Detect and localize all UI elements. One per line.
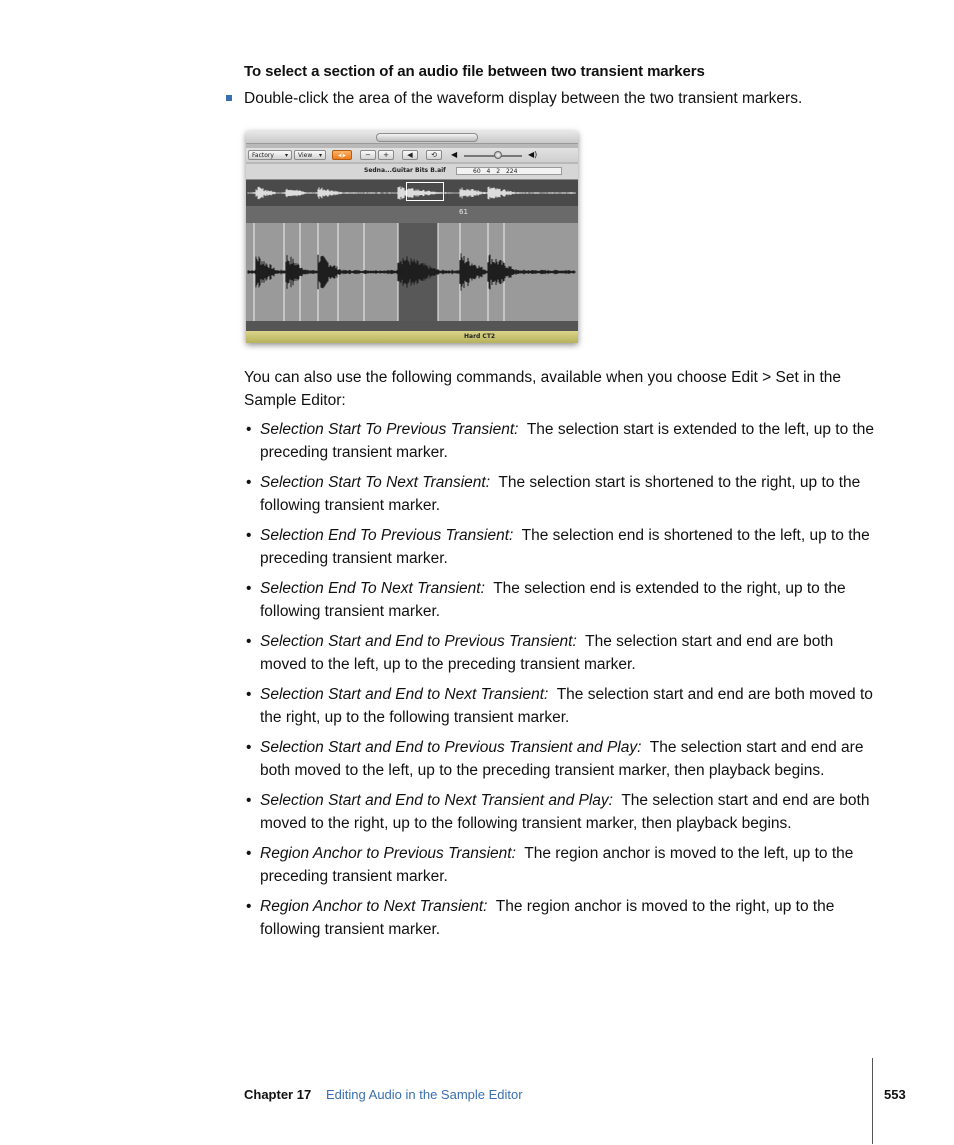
command-description: The selection start and end are both moved to the left, up to the preceding transient marker, then playback begins.: [260, 739, 864, 779]
command-item: [244, 736, 884, 782]
waveform-display[interactable]: [246, 223, 578, 321]
command-description: The selection end is shortened to the left, up to the preceding transient marker.: [260, 527, 870, 567]
factory-menu-button[interactable]: [248, 150, 292, 160]
command-item: [244, 577, 884, 623]
transient-edit-mode-button[interactable]: [332, 150, 352, 160]
minus-icon: −: [365, 151, 371, 159]
bullet-icon: •: [246, 739, 252, 756]
footer-chapter: Chapter 17: [244, 1087, 312, 1102]
view-menu-button[interactable]: [294, 150, 326, 160]
command-term: Selection Start and End to Previous Transient and Play:: [260, 739, 642, 756]
square-bullet-icon: [226, 95, 232, 101]
command-description: The selection start and end are both moved to the right, up to the following transient marker.: [260, 686, 873, 726]
loop-button[interactable]: [426, 150, 442, 160]
footer-chapter-title: Editing Audio in the Sample Editor: [326, 1087, 523, 1102]
command-description: The region anchor is moved to the right, up to the following transient marker.: [260, 898, 835, 938]
command-term: Selection Start and End to Next Transient and Play:: [260, 792, 613, 809]
editor-titlebar: [246, 131, 578, 144]
command-description: The region anchor is moved to the left, up to the preceding transient marker.: [260, 845, 854, 885]
region-divider: [246, 321, 578, 331]
transient-marker-icon: ◂|▸: [337, 152, 347, 159]
view-menu-label: View: [298, 152, 313, 159]
position-readout: 60 4 2 224: [473, 168, 518, 175]
factory-menu-label: Factory: [252, 152, 274, 159]
bullet-icon: •: [246, 421, 252, 438]
section-heading: To select a section of an audio file between two transient markers: [244, 63, 705, 80]
horizontal-scrollbar[interactable]: [376, 133, 478, 142]
sample-editor-screenshot: [246, 131, 578, 343]
intro-paragraph: You can also use the following commands, available when you choose Edit > Set in the Sample Editor:: [244, 369, 841, 409]
overview-visible-area-frame[interactable]: [406, 182, 444, 201]
command-term: Region Anchor to Previous Transient:: [260, 845, 516, 862]
command-description: The selection start is extended to the left, up to the preceding transient marker.: [260, 421, 875, 461]
region-name-label: Hard CT2: [464, 333, 496, 340]
bullet-icon: •: [246, 792, 252, 809]
command-item: [244, 842, 884, 888]
volume-low-icon: ◀: [451, 150, 458, 159]
command-term: Selection Start and End to Next Transient:: [260, 686, 549, 703]
bullet-icon: •: [246, 527, 252, 544]
play-button[interactable]: [402, 150, 418, 160]
command-term: Region Anchor to Next Transient:: [260, 898, 488, 915]
volume-slider-knob[interactable]: [494, 151, 502, 159]
bullet-icon: •: [246, 686, 252, 703]
ruler-bar-number: 61: [459, 208, 468, 216]
volume-high-icon: ◀): [528, 150, 538, 159]
command-item: [244, 683, 884, 729]
command-item: [244, 895, 884, 941]
audio-file-name: Sedna...Guitar Bits B.aif: [364, 167, 446, 174]
instruction-text: Double-click the area of the waveform display between the two transient markers.: [244, 90, 803, 107]
command-description: The selection end is extended to the right, up to the following transient marker.: [260, 580, 846, 620]
command-item: [244, 630, 884, 676]
increase-transients-button[interactable]: [378, 150, 394, 160]
bullet-icon: •: [246, 845, 252, 862]
bullet-icon: •: [246, 633, 252, 650]
footer-divider: [872, 1058, 873, 1144]
plus-icon: +: [383, 151, 389, 159]
speaker-play-icon: ◀: [407, 151, 413, 159]
command-description: The selection start and end are both moved to the right, up to the following transient marker, then playback begins.: [260, 792, 870, 832]
command-item: [244, 418, 884, 464]
command-term: Selection Start To Next Transient:: [260, 474, 491, 491]
region-name-bar: [246, 331, 578, 343]
bullet-icon: •: [246, 474, 252, 491]
command-term: Selection End To Next Transient:: [260, 580, 485, 597]
command-term: Selection Start To Previous Transient:: [260, 421, 519, 438]
chevron-down-icon: ▾: [284, 152, 288, 159]
position-display: [456, 167, 562, 175]
bullet-icon: •: [246, 580, 252, 597]
command-description: The selection start is shortened to the right, up to the following transient marker.: [260, 474, 861, 514]
main-waveform-graphic: [246, 223, 578, 321]
loop-icon: ⟲: [431, 151, 437, 159]
command-item: [244, 524, 884, 570]
editor-toolbar: [246, 148, 578, 162]
waveform-overview[interactable]: [246, 180, 578, 206]
command-description: The selection start and end are both moved to the left, up to the preceding transient marker.: [260, 633, 834, 673]
volume-slider-track[interactable]: [464, 155, 522, 157]
decrease-transients-button[interactable]: [360, 150, 376, 160]
command-term: Selection Start and End to Previous Transient:: [260, 633, 577, 650]
command-item: [244, 471, 884, 517]
page-number: 553: [884, 1087, 906, 1102]
bullet-icon: •: [246, 898, 252, 915]
command-item: [244, 789, 884, 835]
command-term: Selection End To Previous Transient:: [260, 527, 514, 544]
bar-ruler[interactable]: [246, 206, 578, 223]
chevron-down-icon: ▾: [318, 152, 322, 159]
instruction-step: [226, 87, 886, 110]
file-info-bar: [246, 164, 578, 180]
command-list: [244, 418, 884, 948]
